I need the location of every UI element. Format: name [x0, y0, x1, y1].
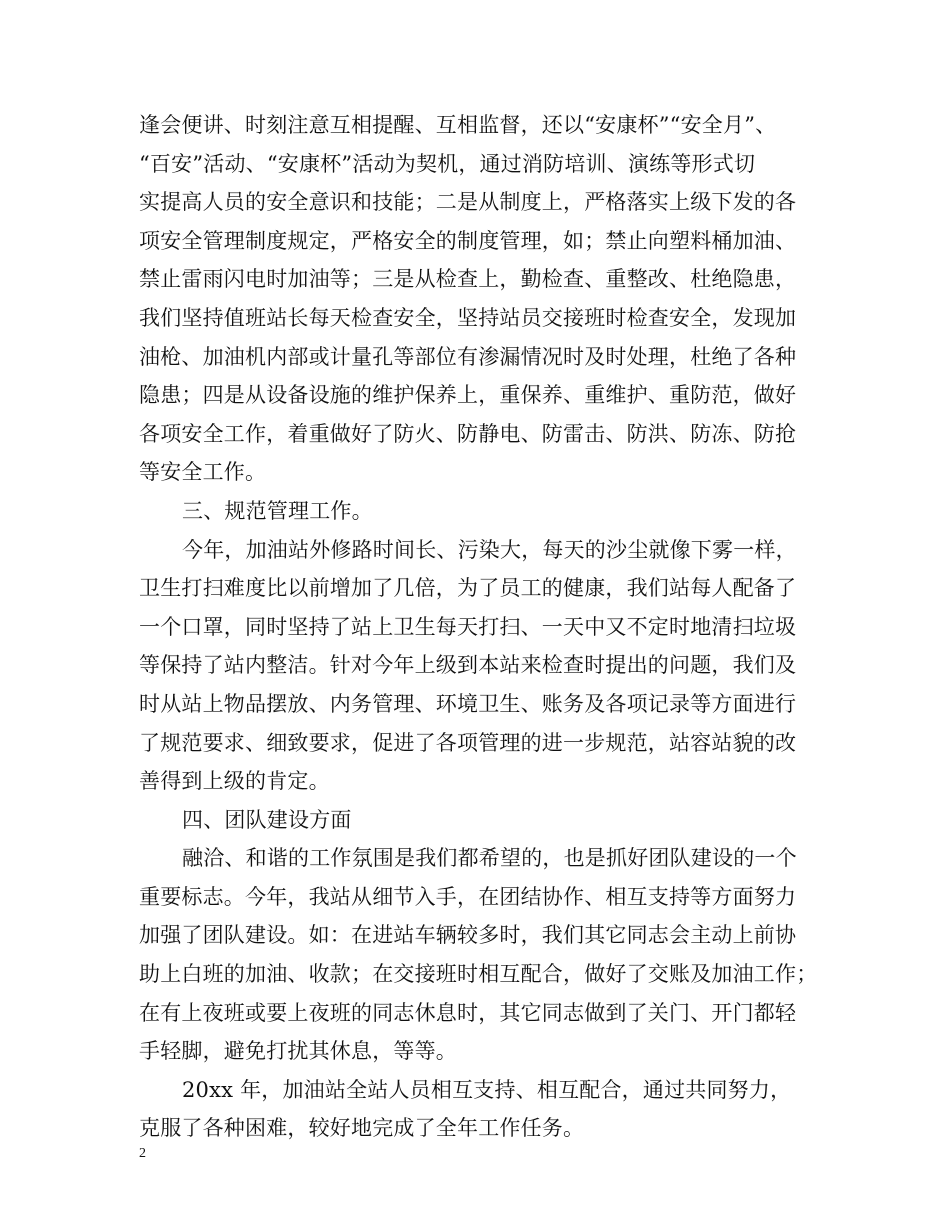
text-line: 手轻脚，避免打扰其休息，等等。 [139, 1039, 457, 1064]
text-line: 助上白班的加油、收款；在交接班时相互配合，做好了交账及加油工作； [139, 962, 818, 987]
text-line: 隐患；四是从设备设施的维护保养上，重保养、重维护、重防范，做好 [139, 383, 797, 408]
text-line: 在有上夜班或要上夜班的同志休息时，其它同志做到了关门、开门都轻 [139, 1000, 797, 1025]
paragraph-start: 20xx 年，加油站全站人员相互支持、相互配合，通过共同努力， [182, 1077, 792, 1102]
text-line: 一个口罩，同时坚持了站上卫生每天打扫、一天中又不定时地清扫垃圾 [139, 614, 797, 639]
text-line: 我们坚持值班站长每天检查安全，坚持站员交接班时检查安全，发现加 [139, 305, 797, 330]
text-line: 了规范要求、细致要求，促进了各项管理的进一步规范，站容站貌的改 [139, 730, 797, 755]
text-line: 重要标志。今年，我站从细节入手，在团结协作、相互支持等方面努力 [139, 884, 797, 909]
body-text [139, 106, 819, 1148]
text-line: 实提高人员的安全意识和技能；二是从制度上，严格落实上级下发的各 [139, 190, 797, 215]
text-line: 善得到上级的肯定。 [139, 769, 330, 794]
text-line: 各项安全工作，着重做好了防火、防静电、防雷击、防洪、防冻、防抢 [139, 421, 797, 446]
text-line: 等安全工作。 [139, 460, 267, 485]
text-line: 时从站上物品摆放、内务管理、环境卫生、账务及各项记录等方面进行 [139, 691, 797, 716]
paragraph-start: 融洽、和谐的工作氛围是我们都希望的，也是抓好团队建设的一个 [182, 846, 797, 871]
text-line: 卫生打扫难度比以前增加了几倍，为了员工的健康，我们站每人配备了 [139, 576, 797, 601]
text-line: 加强了团队建设。如：在进站车辆较多时，我们其它同志会主动上前协 [139, 923, 797, 948]
text-line: 逢会便讲、时刻注意互相提醒、互相监督，还以“安康杯”“安全月”、 [139, 113, 777, 137]
text-line: 项安全管理制度规定，严格安全的制度管理，如；禁止向塑料桶加油、 [139, 228, 797, 253]
text-line: 等保持了站内整洁。针对今年上级到本站来检查时提出的问题，我们及 [139, 653, 797, 678]
text-line: 克服了各种困难，较好地完成了全年工作任务。 [139, 1116, 585, 1141]
page-number: 2 [139, 1146, 146, 1161]
text-line: 禁止雷雨闪电时加油等；三是从检查上，勤检查、重整改、杜绝隐患， [139, 267, 797, 292]
section-heading: 三、规范管理工作。 [182, 498, 373, 523]
text-line: “百安”活动、“安康杯”活动为契机，通过消防培训、演练等形式切 [139, 151, 756, 176]
text-line: 油枪、加油机内部或计量孔等部位有渗漏情况时及时处理，杜绝了各种 [139, 344, 797, 369]
section-heading: 四、团队建设方面 [182, 807, 352, 832]
paragraph-start: 今年，加油站外修路时间长、污染大，每天的沙尘就像下雾一样， [182, 537, 797, 562]
